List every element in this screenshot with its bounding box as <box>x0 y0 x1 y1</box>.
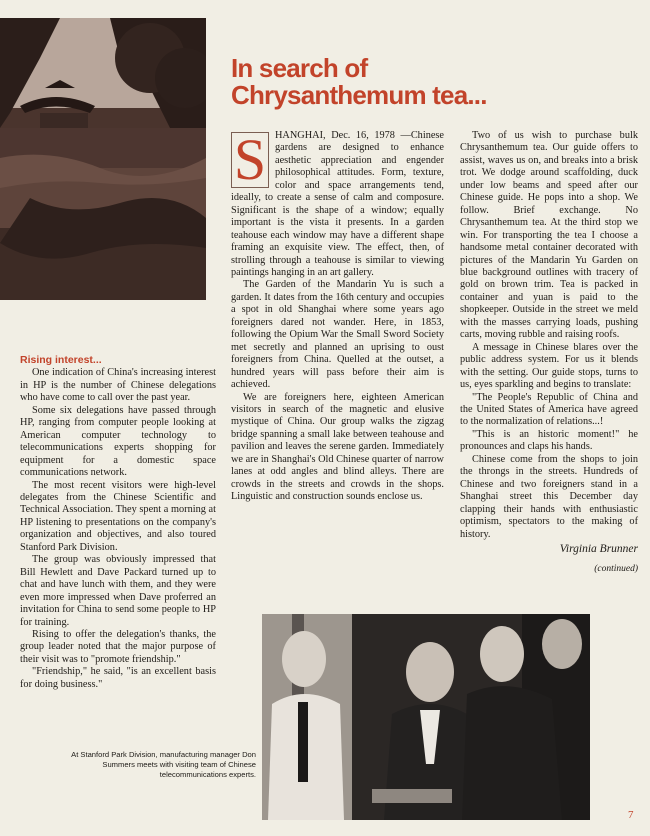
article-headline <box>231 55 561 109</box>
meeting-photo <box>262 614 590 820</box>
sidebar-paragraph: Some six delegations have passed through HP, ranging from computer people looking at American computer technology to telecommunications experts shopping for equipment for a domestic space communications network. <box>20 404 216 479</box>
article-paragraph: A message in Chinese blares over the public address system. For us it blends with the setting. Our guide stops, turns to us, eyes sparkling and begins to translate: <box>460 341 638 391</box>
sidebar-paragraph: The most recent visitors were high-level delegates from the Chinese Scientific and Technical Association. They spent a morning at HP listening to presentations on the company's organization and objectives, and also toured Stanford Park Division. <box>20 479 216 553</box>
garden-pavilion-photo <box>0 18 206 300</box>
article-paragraph: We are foreigners here, eighteen American visitors in search of the magnetic and elusive mystique of China. Our group walks the zigzag bridge spanning a small lake between teahouse and pavilion and leaves the serene garden. Immediately we are in Shanghai's Old Chinese quarter of narrow lanes at odd angles and blind alleys. There are crowds in the streets and crowds in the shops. Linguistic and construction sounds enclose us. <box>231 391 444 503</box>
article-lead-paragraph <box>231 127 444 279</box>
article-paragraph: "This is an historic moment!" he pronounces and claps his hands. <box>460 428 638 453</box>
photo-caption: At Stanford Park Division, manufacturing manager Don Summers meets with visiting team of Chinese telecommunications experts. <box>71 750 256 779</box>
sidebar-heading: Rising interest... <box>20 354 102 366</box>
author-signature: Virginia Brunner <box>559 542 638 555</box>
article-paragraph: "The People's Republic of China and the United States of America have agreed to the normalization of relations...! <box>460 391 638 428</box>
sidebar-column <box>20 354 216 691</box>
continued-note: (continued) <box>594 564 638 575</box>
sidebar-paragraph: "Friendship," he said, "is an excellent basis for doing business." <box>20 666 216 690</box>
article-column-middle <box>231 127 444 504</box>
article-column-right <box>460 130 638 576</box>
sidebar-paragraph: Rising to offer the delegation's thanks, the group leader noted that the major purpose of their visit was to "promote friendship." <box>20 628 216 665</box>
article-paragraph: The Garden of the Mandarin Yu is such a garden. It dates from the 16th century and occupies a spot in old Shanghai where some years ago foreigners dared not wander. Here, in 1853, following the Opium War the Small Sword Society met secretly and planned an uprising to oust foreigners from China. Quelled at the outset, a hundred years will pass before their aim is achieved. <box>231 279 444 391</box>
sidebar-paragraph: The group was obviously impressed that Bill Hewlett and Dave Packard turned up to chat and have lunch with them, and they were even more impressed when Dave proferred an invitation for China to send some people to HP for training. <box>20 554 216 628</box>
article-paragraph: Chinese come from the shops to join the throngs in the streets. Hundreds of Chinese and two foreigners stand in a Shanghai street this December day clapping their hands with enthusiastic optimism, spectators to the making of history. <box>460 453 638 540</box>
sidebar-paragraph: One indication of China's increasing interest in HP is the number of Chinese delegations who have come to call over the past year. <box>20 367 216 404</box>
article-paragraph: Two of us wish to purchase bulk Chrysanthemum tea. Our guide offers to assist, waves us on, and breaks into a brisk trot. We dodge around scaffolding, duck under low beams and speed after our Chinese guide. He pops into a shop. We follow. Brief exchange. No Chrysanthemum tea. At the third stop we win. For transporting the tea I choose a handsome metal container decorated with pictures of the Mandarin Yu Garden on blue background outlines with tracery of gold on brown trim. Tea is packed in container and yuan is paid to the shopkeeper. Outside in the street we meld with the masses carrying loads, pushing carts, moving rubble and raising roofs. <box>460 130 638 341</box>
drop-cap: S <box>231 132 269 188</box>
headline-line-1: In search of <box>231 53 368 83</box>
page-number: 7 <box>628 809 634 821</box>
headline-line-2: Chrysanthemum tea... <box>231 80 487 110</box>
lead-text: HANGHAI, Dec. 16, 1978 —Chinese gardens are designed to enhance aesthetic appreciation and engender philosophical attitudes. Form, texture, color and space arrangements tend, ideally, to create a sense of calm and composure. Significant is the shape of a window; equally important is the vista it presents. In a garden teahouse each window may have a different shape framing an exquisite view. The effect, then, of strolling through a teahouse is similar to viewing paintings hanging in an art gallery. <box>231 130 444 278</box>
